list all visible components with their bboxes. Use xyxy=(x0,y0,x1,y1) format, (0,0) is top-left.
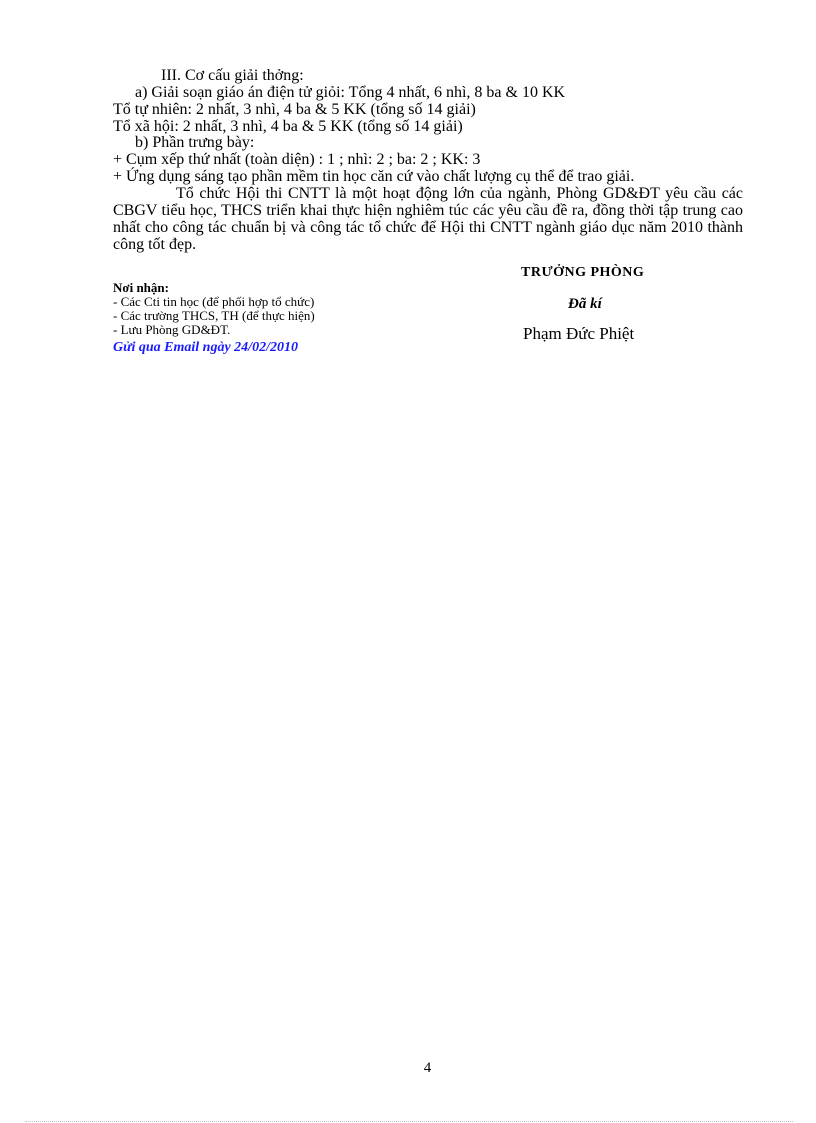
prize-natural-group: Tổ tự nhiên: 2 nhất, 3 nhì, 4 ba & 5 KK (tổng số 14 giải) xyxy=(113,101,476,118)
recipient-item: - Lưu Phòng GD&ĐT. xyxy=(113,322,231,337)
recipients-heading: Nơi nhận: xyxy=(113,280,169,295)
recipient-item: - Các Cti tin học (để phối hợp tổ chức) xyxy=(113,294,315,309)
signature-title: TRƯỞNG PHÒNG xyxy=(521,265,645,280)
page-number: 4 xyxy=(423,1060,432,1076)
prize-bullet-software: + Ứng dụng sáng tạo phần mềm tin học căn cứ vào chất lượng cụ thể để trao giải. xyxy=(113,168,635,185)
signer-name: Phạm Đức Phiệt xyxy=(523,324,635,343)
section-heading: III. Cơ cấu giải thởng: xyxy=(161,67,304,84)
signed-mark: Đã kí xyxy=(568,296,602,312)
prize-item-a: a) Giải soạn giáo án điện tử giỏi: Tổng 4 nhất, 6 nhì, 8 ba & 10 KK xyxy=(135,84,566,101)
email-sent-note: Gửi qua Email ngày 24/02/2010 xyxy=(113,340,298,355)
prize-item-b: b) Phần trưng bày: xyxy=(135,134,255,151)
prize-bullet-cluster: + Cụm xếp thứ nhất (toàn diện) : 1 ; nhì: 2 ; ba: 2 ; KK: 3 xyxy=(113,151,481,168)
recipient-item: - Các trường THCS, TH (để thực hiện) xyxy=(113,308,315,323)
closing-paragraph: Tổ chức Hội thi CNTT là một hoạt động lớn của ngành, Phòng GD&ĐT yêu cầu các CBGV tiểu học, THCS triển khai thực hiện nghiêm túc các yêu cầu đề ra, đồng thời tập trung cao nhất cho công tác chuẩn bị và công tác tổ chức để Hội thi CNTT ngành giáo dục năm 2010 thành công tốt đẹp. xyxy=(113,185,743,253)
prize-social-group: Tổ xã hội: 2 nhất, 3 nhì, 4 ba & 5 KK (tổng số 14 giải) xyxy=(113,118,463,135)
footer-divider xyxy=(25,1121,793,1122)
